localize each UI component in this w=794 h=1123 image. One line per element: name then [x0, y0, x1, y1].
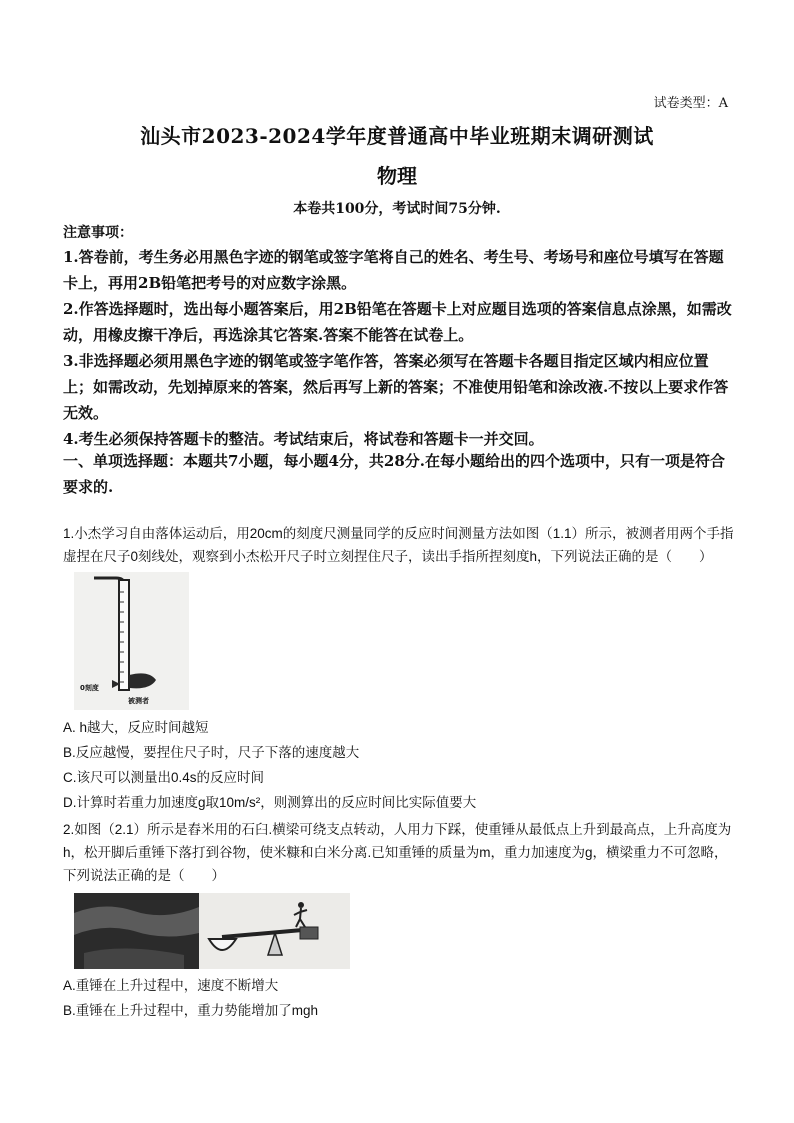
q1-option-d: D.计算时若重力加速度g取10m/s²，则测算出的反应时间比实际值要大 [63, 795, 477, 810]
note-item: 3.非选择题必须用黑色字迹的钢笔或签字笔作答，答案必须写在答题卡各题目指定区域内相应位置上；如需改动，先划掉原来的答案，然后再写上新的答案；不准使用铅笔和涂改液.不按以上要求作答无效。 [63, 352, 729, 422]
note-item: 1.答卷前，考生务必用黑色字迹的钢笔或签字笔将自己的姓名、考生号、考场号和座位号填写在答题卡上，再用2B铅笔把考号的对应数字涂黑。 [63, 248, 724, 292]
notes-list [63, 244, 733, 452]
exam-title: 汕头市2023-2024学年度普通高中毕业班期末调研测试 [140, 124, 654, 148]
q1-option-a: A. h越大，反应时间越短 [63, 720, 209, 735]
q2-option-b: B.重锤在上升过程中，重力势能增加了mgh [63, 1003, 319, 1018]
section-heading: 一、单项选择题：本题共7小题，每小题4分，共28分.在每小题给出的四个选项中，只有一项是符合要求的. [63, 452, 725, 496]
subject-label: 被测者 [128, 697, 149, 705]
note-item: 2.作答选择题时，选出每小题答案后，用2B铅笔在答题卡上对应题目选项的答案信息点涂黑，如需改动，用橡皮擦干净后，再选涂其它答案.答案不能答在试卷上。 [63, 300, 732, 344]
notes-title: 注意事项： [63, 225, 133, 241]
question-1-stem: 1.小杰学习自由落体运动后，用20cm的刻度尺测量同学的反应时间测量方法如图（1.1）所示，被测者用两个手指虚捏在尺子0刻线处，观察到小杰松开尺子时立刻捏住尺子，读出手指所捏刻度h，下列说法正确的是（ ） [63, 526, 734, 564]
exam-meta: 本卷共100分，考试时间75分钟. [293, 201, 501, 217]
zero-mark-label: 0刻度 [80, 684, 99, 692]
paper-type-label: 试卷类型：A [653, 96, 728, 111]
q1-option-b: B.反应越慢，要捏住尺子时，尺子下落的速度越大 [63, 745, 360, 760]
question-2-stem: 2.如图（2.1）所示是舂米用的石臼.横梁可绕支点转动，人用力下踩，使重锤从最低点上升到最高点，上升高度为h，松开脚后重锤下落打到谷物，使米糠和白米分离.已知重锤的质量为m，重力加速度为g，横梁重力不可忽略，下列说法正确的是（ ） [63, 822, 732, 883]
q1-option-c: C.该尺可以测量出0.4s的反应时间 [63, 770, 265, 785]
note-item: 4.考生必须保持答题卡的整洁。考试结束后，将试卷和答题卡一并交回。 [63, 430, 544, 448]
ruler-reaction-figure [74, 572, 189, 710]
q2-option-a: A.重锤在上升过程中，速度不断增大 [63, 978, 279, 993]
subject-title: 物理 [377, 164, 417, 188]
stone-mortar-figure [74, 893, 350, 969]
